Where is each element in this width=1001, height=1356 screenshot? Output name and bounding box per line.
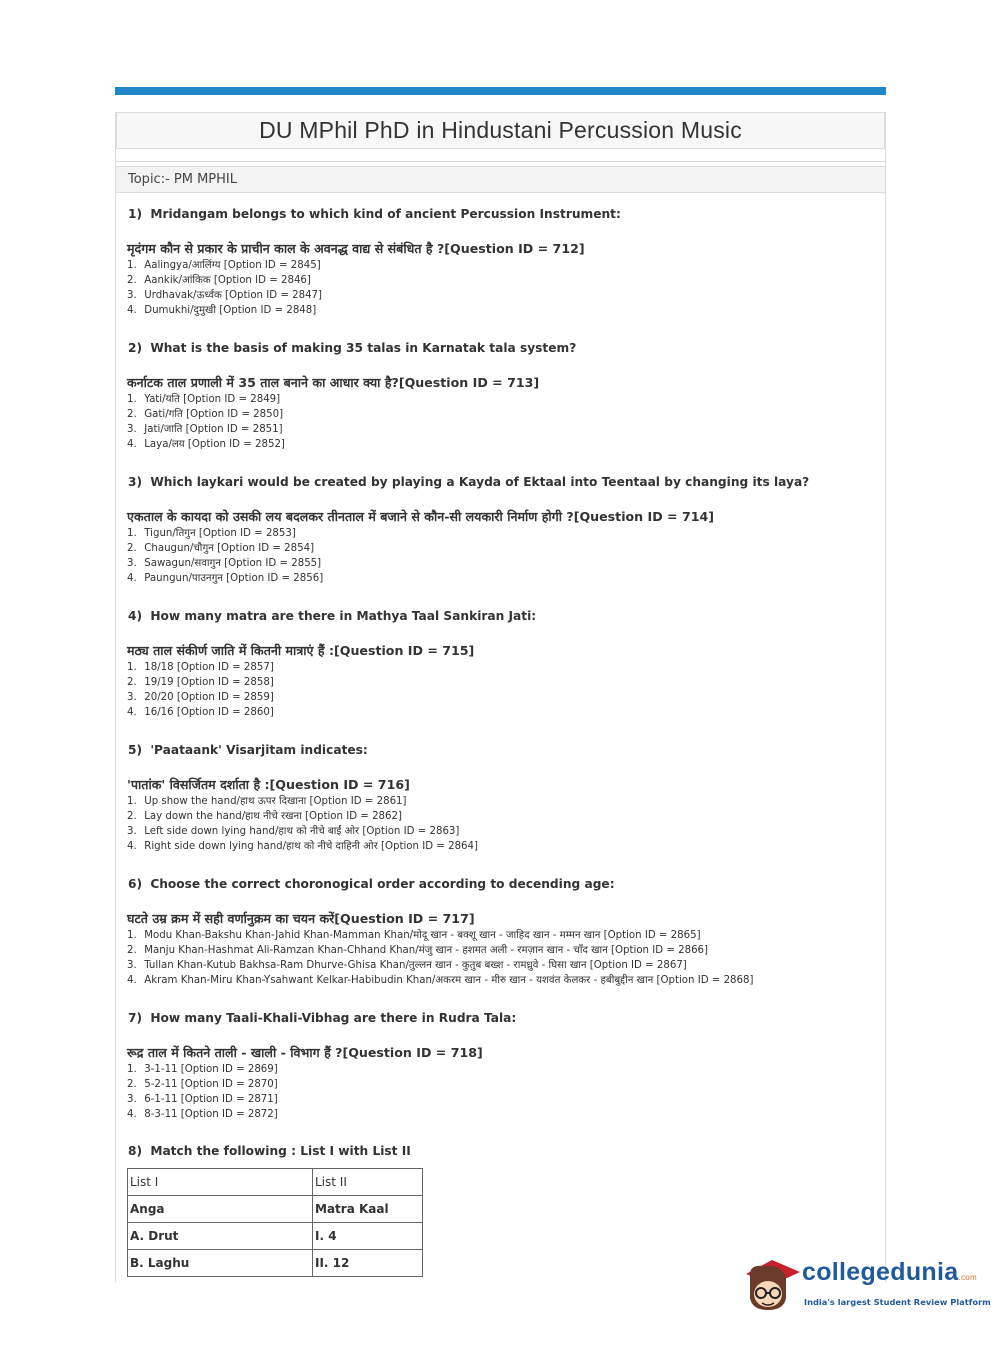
logo-suffix: .com [958,1273,977,1282]
option-number: 3. [127,960,137,971]
question-7 [127,1009,847,1122]
option-item [127,690,847,705]
question-6 [127,875,847,988]
option-item [127,422,847,437]
table-cell: B. Laghu [128,1250,313,1277]
option-text: Urdhavak/ऊर्ध्वक [Option ID = 2847] [144,290,323,301]
option-text: 6-1-11 [Option ID = 2871] [144,1094,278,1105]
question-text-en [127,741,847,759]
option-text: Right side down lying hand/हाथ को नीचे दाहिनी ओर [Option ID = 2864] [144,841,478,852]
question-text-en [127,1009,847,1027]
question-text-hindi: घटते उम्र क्रम में सही वर्णानुक्रम का चयन करें[Question ID = 717] [127,911,475,926]
option-number: 2. [127,409,137,420]
question-text-hindi: रूद्र ताल में कितने ताली - खाली - विभाग हैं ?[Question ID = 718] [127,1045,483,1060]
option-text: Lay down the hand/हाथ नीचे रखना [Option ID = 2862] [144,811,402,822]
question-8 [127,1142,847,1160]
table-cell: List II [313,1169,423,1196]
question-number: 6) [128,877,143,891]
question-text: How many Taali-Khali-Vibhag are there in Rudra Tala: [150,1011,517,1025]
option-number: 3. [127,290,137,301]
option-number: 4. [127,305,137,316]
option-text: Aankik/आंकिक [Option ID = 2846] [144,275,311,286]
option-number: 3. [127,826,137,837]
question-text-en [127,607,847,625]
option-number: 1. [127,394,137,405]
option-text: 8-3-11 [Option ID = 2872] [144,1109,278,1120]
option-number: 2. [127,945,137,956]
option-item [127,1062,847,1077]
option-number: 4. [127,1109,137,1120]
question-text-en [127,205,847,223]
option-list [127,1062,847,1122]
table-row [128,1250,423,1277]
question-number: 4) [128,609,143,623]
option-text: Tigun/तिगुन [Option ID = 2853] [144,528,296,539]
question-text: How many matra are there in Mathya Taal Sankiran Jati: [150,609,537,623]
option-text: Up show the hand/हाथ ऊपर दिखाना [Option ID = 2861] [144,796,407,807]
option-number: 4. [127,975,137,986]
option-text: 19/19 [Option ID = 2858] [144,677,274,688]
option-number: 4. [127,573,137,584]
option-item [127,958,847,973]
page-title: DU MPhil PhD in Hindustani Percussion Music [259,117,742,143]
option-item [127,794,847,809]
option-text: Tullan Khan-Kutub Bakhsa-Ram Dhurve-Ghisa Khan/तुल्लन खान - कुतुब बख्श - रामध्रुवे - घिसा खान [Option ID = 2867] [144,960,687,971]
topic-bar [116,166,885,193]
question-text-hindi: मृदंगम कौन से प्रकार के प्राचीन काल के अवनद्ध वाद्य से संबंधित है ?[Question ID = 712] [127,241,585,256]
title-spacer [116,149,885,162]
table-cell: Anga [128,1196,313,1223]
question-text-hindi: कर्नाटक ताल प्रणाली में 35 ताल बनाने का आधार क्या है?[Question ID = 713] [127,375,540,390]
option-number: 1. [127,662,137,673]
option-text: Chaugun/चौगुन [Option ID = 2854] [144,543,315,554]
option-number: 1. [127,260,137,271]
table-cell: A. Drut [128,1223,313,1250]
question-text: Choose the correct choronogical order according to decending age: [150,877,615,891]
option-number: 4. [127,439,137,450]
option-item [127,407,847,422]
question-text: What is the basis of making 35 talas in Karnatak tala system? [150,341,577,355]
option-text: Dumukhi/दुमुखी [Option ID = 2848] [144,305,317,316]
table-cell: List I [128,1169,313,1196]
topic-label: Topic:- PM MPHIL [128,172,237,187]
option-number: 2. [127,1079,137,1090]
option-item [127,943,847,958]
option-list [127,928,847,988]
option-number: 2. [127,275,137,286]
question-text-hindi: 'पातांक' विसर्जितम दर्शाता है :[Question ID = 716] [127,777,410,792]
title-box [116,112,885,149]
option-number: 2. [127,543,137,554]
table-cell: II. 12 [313,1250,423,1277]
header-accent-bar [115,87,886,95]
question-4 [127,607,847,720]
question-1 [127,205,847,318]
option-item [127,1077,847,1092]
option-item [127,392,847,407]
option-text: Sawagun/सवागुन [Option ID = 2855] [144,558,322,569]
option-item [127,258,847,273]
option-number: 4. [127,841,137,852]
collegedunia-logo[interactable] [742,1252,991,1318]
question-number: 1) [128,207,143,221]
question-text-en [127,339,847,357]
option-item [127,928,847,943]
option-item [127,824,847,839]
option-number: 1. [127,528,137,539]
option-item [127,660,847,675]
question-number: 5) [128,743,143,757]
option-item [127,809,847,824]
option-text: Modu Khan-Bakshu Khan-Jahid Khan-Mamman Khan/मोदू खान - बक्शू खान - जाहिद खान - मम्मन खान [Option ID = 2865] [144,930,701,941]
option-number: 3. [127,424,137,435]
question-3 [127,473,847,586]
option-number: 2. [127,811,137,822]
option-item [127,303,847,318]
option-number: 2. [127,677,137,688]
question-text-en [127,875,847,893]
table-row [128,1169,423,1196]
option-item [127,556,847,571]
logo-wordmark [802,1258,977,1287]
logo-tagline: India's largest Student Review Platform [804,1297,991,1307]
option-text: Paungun/पाउनगुन [Option ID = 2856] [144,573,324,584]
option-item [127,541,847,556]
option-item [127,973,847,988]
option-number: 1. [127,1064,137,1075]
question-text-hindi: एकताल के कायदा को उसकी लय बदलकर तीनताल में बजाने से कौन-सी लयकारी निर्माण होगी ?[Question ID = 714] [127,509,715,524]
question-number: 7) [128,1011,143,1025]
option-text: 3-1-11 [Option ID = 2869] [144,1064,278,1075]
question-text-en [127,473,847,491]
option-item [127,437,847,452]
option-item [127,571,847,586]
question-2 [127,339,847,452]
question-number: 8) [128,1144,143,1158]
option-list [127,660,847,720]
option-number: 3. [127,692,137,703]
option-item [127,288,847,303]
mascot-icon [742,1252,804,1318]
option-number: 1. [127,796,137,807]
option-item [127,273,847,288]
question-number: 2) [128,341,143,355]
option-text: 18/18 [Option ID = 2857] [144,662,274,673]
match-table [127,1168,423,1277]
option-text: Aalingya/आलिंग्य [Option ID = 2845] [144,260,321,271]
question-text: Which laykari would be created by playing a Kayda of Ektaal into Teentaal by changing its laya? [150,475,810,489]
option-item [127,705,847,720]
logo-name: collegedunia [802,1258,959,1286]
option-list [127,526,847,586]
table-cell: Matra Kaal [313,1196,423,1223]
table-cell: I. 4 [313,1223,423,1250]
option-text: Left side down lying hand/हाथ को नीचे बाईं ओर [Option ID = 2863] [144,826,460,837]
option-text: Manju Khan-Hashmat Ali-Ramzan Khan-Chhand Khan/मंजु खान - हशमत अली - रमज़ान खान - चाँद खान [Option ID = 2866] [144,945,709,956]
question-text: 'Paataank' Visarjitam indicates: [150,743,368,757]
option-list [127,392,847,452]
option-number: 3. [127,1094,137,1105]
option-text: Laya/लय [Option ID = 2852] [144,439,285,450]
option-number: 1. [127,930,137,941]
option-text: Akram Khan-Miru Khan-Ysahwant Kelkar-Habibudin Khan/अकरम खान - मीरु खान - यशवंत केलकर - हबीबुद्दीन खान [Option ID = 2868] [144,975,754,986]
option-list [127,258,847,318]
option-number: 3. [127,558,137,569]
table-row [128,1223,423,1250]
option-list [127,794,847,854]
option-item [127,839,847,854]
option-item [127,526,847,541]
option-text: Yati/यति [Option ID = 2849] [144,394,281,405]
option-text: Jati/जाति [Option ID = 2851] [144,424,283,435]
option-number: 4. [127,707,137,718]
option-text: 5-2-11 [Option ID = 2870] [144,1079,278,1090]
question-text-en [127,1142,847,1160]
table-row [128,1196,423,1223]
question-5 [127,741,847,854]
option-text: 20/20 [Option ID = 2859] [144,692,274,703]
option-text: Gati/गति [Option ID = 2850] [144,409,284,420]
option-text: 16/16 [Option ID = 2860] [144,707,274,718]
option-item [127,675,847,690]
question-number: 3) [128,475,143,489]
question-text: Mridangam belongs to which kind of ancient Percussion Instrument: [150,207,621,221]
question-text-hindi: मठ्य ताल संकीर्ण जाति में कितनी मात्राएं हैं :[Question ID = 715] [127,643,475,658]
option-item [127,1092,847,1107]
option-item [127,1107,847,1122]
question-text: Match the following : List I with List II [150,1144,411,1158]
